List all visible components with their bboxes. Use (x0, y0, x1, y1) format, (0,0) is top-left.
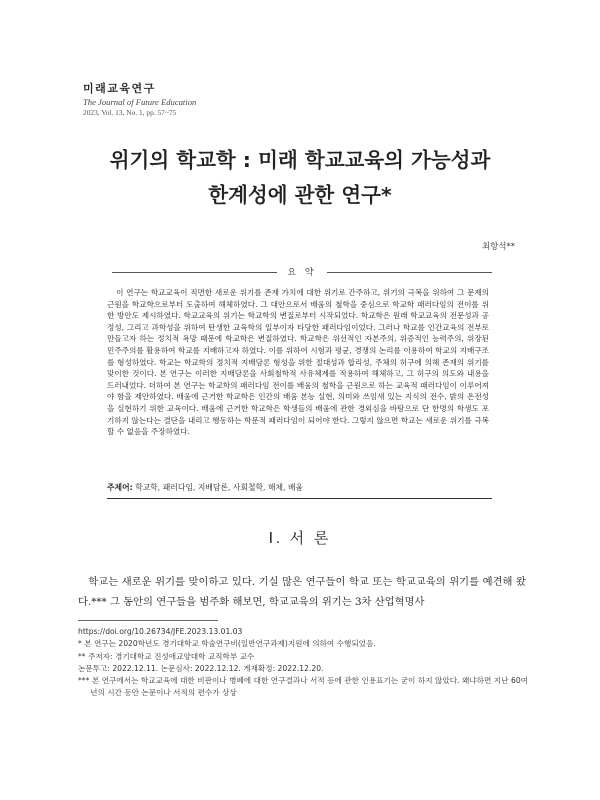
abstract-heading (112, 265, 492, 279)
footnote-author: ** 주저자: 경기대학교 진성애교양대학 교직학부 교수 (78, 651, 255, 661)
body-paragraph: 학교는 새로운 위기를 맞이하고 있다. 기실 많은 연구들이 학교 또는 학교교육의 위기를 예견해 왔다.*** 그 동안의 연구들을 범주화 해보면, 학교교육의 위기는 3차 산업혁명사 (78, 576, 526, 608)
author-name: 최항석** (481, 242, 515, 252)
keywords-label: 주제어: (107, 483, 133, 492)
paper-title-line-2: 한계성에 관한 연구* (208, 183, 392, 207)
footnote-dates: 논문투고: 2022.12.11. 논문심사: 2022.12.12. 게재확정: 2022.12.20. (78, 663, 324, 673)
footnote-citation-note: *** 본 연구에서는 학교교육에 대한 비판이나 병폐에 대한 연구결과나 서적 등에 관한 인용표기는 굳이 하지 않았다. 왜냐하면 지난 60여년의 시간 동안 논문이나 서적의 편수가 상상 (78, 676, 528, 698)
doi-link[interactable]: https://doi.org/10.26734/JFE.2023.13.01.03 (78, 627, 243, 636)
footnote-funding: * 본 연구는 2020학년도 경기대학교 학술연구비(일반연구과제)지원에 의하여 수행되었음. (78, 639, 376, 649)
journal-header (83, 80, 243, 118)
keywords-line (107, 482, 497, 493)
journal-english-name: The Journal of Future Education (83, 97, 197, 107)
footnotes (78, 626, 528, 700)
journal-name: 미래교육연구 (83, 82, 156, 95)
abstract-label: 요 약 (287, 268, 317, 278)
journal-issue: 2023, Vol. 13, No. 1, pp. 57~75 (83, 108, 177, 117)
keywords-list: 학교학, 패러다임, 지배담론, 사회철학, 해체, 배움 (135, 483, 304, 492)
paper-title-line-1: 위기의 학교학 : 미래 학교교육의 가능성과 (109, 148, 491, 172)
abstract-text: 이 연구는 학교교육이 직면한 새로운 위기를 존재 가치에 대한 위기로 간주하고, 위기의 극복을 위하여 그 문제의 근원을 학교학으로부터 도출하여 해체하였다. 그 대안으로서 배움의 철학을 중심으로 학교학 패러다임의 전이를 위한 방안도 제시하였다. 학교교육의 위기는 학교학의 변질로부터 시작되었다. 학교학은 원래 학교교육의 전문성과 공정성, 그리고 과학성을 위하여 탄생한 교육학의 일부이자 타당한 패러다임이었다. 그러나 학교를 인간교육의 전부로 만들고자 하는 정치적 욕망 때문에 학교학은 변질하였다. 학교학은 위선적인 자본주의, 위증적인 능력주의, 위장된 민주주의를 활용하여 학교를 지배하고자 하였다. 이를 위하여 시험과 평균, 경쟁의 논리를 이용하여 학교의 지배구조를 형성하였다. 학교는 학교학의 정치적 지배담론 형성을 위한 절대성과 합리성, 주체의 허구에 의해 존재의 위기를 맞이한 것이다. 본 연구는 이러한 지배담론을 사회철학적 사유체계를 적용하여 해체하고, 그 허구의 의도와 내용을 드러내었다. 더하여 본 연구는 학교학의 패러다임 전이를 배움의 철학을 근원으로 하는 교육적 패러다임이 이루어져야 함을 제안하였다. 배움에 근거한 학교학은 인간의 배움 본능 실현, 의미와 쓰임새 있는 지식의 전수, 밝의 온전성을 실현하기 위한 교육이다. 배움에 근거한 학교학은 학생들의 배움에 관한 경외심을 바탕으로 단 한명의 학생도 포기하지 않는다는 결단을 내리고 행동하는 학문적 패러다임이 되어야 한다. 그렇지 않으면 학교는 새로운 위기를 극복할 수 없음을 주장하였다. (107, 288, 489, 437)
keywords-divider (107, 498, 492, 499)
footnote-divider (78, 620, 218, 621)
section-heading-introduction: Ⅰ. 서 론 (268, 531, 332, 547)
abstract-rule-right (327, 272, 492, 273)
